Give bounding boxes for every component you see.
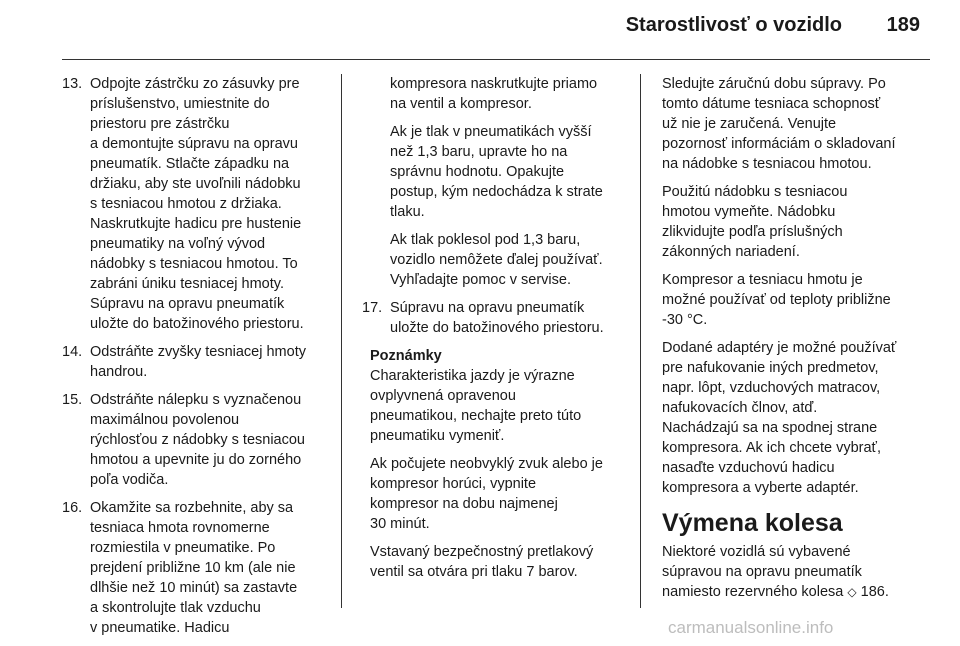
paragraph-line: pneumatiku vymeniť.: [370, 428, 505, 444]
header-rule: [62, 59, 930, 60]
paragraph-line: Súpravu na opravu pneumatík: [90, 296, 285, 312]
step-continuation: [362, 122, 632, 222]
paragraph-line: pneumatikou, nechajte preto túto: [370, 408, 582, 424]
paragraph-line: zabráni úniku tesniacej hmoty.: [90, 276, 284, 292]
step-item: [62, 390, 330, 490]
paragraph-line: zlikvidujte podľa príslušných: [662, 224, 843, 240]
step-item: [362, 298, 632, 338]
paragraph-line: správnu hodnotu. Opakujte: [390, 164, 565, 180]
step-text: [90, 390, 330, 490]
paragraph-line: kompresor horúci, vypnite: [370, 476, 537, 492]
note-paragraph: [370, 366, 632, 446]
section-title: Starostlivosť o vozidlo: [625, 14, 842, 36]
paragraph-line: ovplyvnená opravenou: [370, 388, 516, 404]
paragraph-line: Sledujte záručnú dobu súpravy. Po: [662, 76, 886, 92]
column-middle: [362, 74, 632, 590]
paragraph-line: uložte do batožinového priestoru.: [90, 316, 304, 332]
paragraph-line: kompresora naskrutkujte priamo: [390, 76, 598, 92]
step-number: 15.: [62, 392, 83, 408]
paragraph-line: napr. lôpt, vzduchových matracov,: [662, 380, 881, 396]
step-text: [90, 342, 330, 382]
section-heading: Výmena kolesa: [662, 509, 843, 537]
paragraph-line: namiesto rezervného kolesa: [662, 584, 844, 600]
paragraph-line: pozornosť informáciám o skladovaní: [662, 136, 896, 152]
paragraph-line: na nádobke s tesniacou hmotou.: [662, 156, 872, 172]
step-item: [62, 342, 330, 382]
step-item: [62, 74, 330, 334]
paragraph-line: Okamžite sa rozbehnite, aby sa: [90, 500, 294, 516]
paragraph-line: Odstráňte zvyšky tesniacej hmoty: [90, 344, 306, 360]
paragraph-line: Ak počujete neobvyklý zvuk alebo je: [370, 456, 603, 472]
paragraph-line: Použitú nádobku s tesniacou: [662, 184, 848, 200]
paragraph-line: nasaďte vzduchovú hadicu: [662, 460, 835, 476]
paragraph: [662, 338, 930, 498]
paragraph-line: v pneumatike. Hadicu: [90, 620, 230, 636]
step-number: 13.: [62, 76, 83, 92]
paragraph-line: Vyhľadajte pomoc v servise.: [390, 272, 571, 288]
paragraph-line: pneumatiky na voľný vývod: [90, 236, 266, 252]
watermark: carmanualsonline.info: [668, 618, 834, 637]
paragraph-line: a skontrolujte tlak vzduchu: [90, 600, 261, 616]
page-reference[interactable]: 186.: [860, 584, 889, 600]
paragraph-line: Vstavaný bezpečnostný pretlakový: [370, 544, 594, 560]
paragraph-line: hmotou a upevnite ju do zorného: [90, 452, 302, 468]
paragraph-line: Nachádzajú sa na spodnej strane: [662, 420, 878, 436]
paragraph-line: poľa vodiča.: [90, 472, 169, 488]
paragraph-line: už nie je zaručená. Venujte: [662, 116, 837, 132]
paragraph-line: uložte do batožinového priestoru.: [390, 320, 604, 336]
paragraph-line: zákonných nariadení.: [662, 244, 800, 260]
paragraph-line: rozmiestila v pneumatike. Po: [90, 540, 276, 556]
paragraph-line: a demontujte súpravu na opravu: [90, 136, 298, 152]
paragraph-line: vozidlo nemôžete ďalej používať.: [390, 252, 603, 268]
column-divider: [341, 74, 342, 608]
step-text: [90, 74, 330, 334]
column-right: [662, 74, 930, 610]
page-header: [0, 0, 960, 60]
paragraph-line: príslušenstvo, umiestnite do: [90, 96, 270, 112]
paragraph-line: rýchlosťou z nádobky s tesniacou: [90, 432, 306, 448]
paragraph-line: Dodané adaptéry je možné používať: [662, 340, 897, 356]
paragraph-line: Ak tlak poklesol pod 1,3 baru,: [390, 232, 581, 248]
step-item: [62, 498, 330, 638]
paragraph-line: Súpravu na opravu pneumatík: [390, 300, 585, 316]
step-number: 16.: [62, 500, 83, 516]
paragraph: [662, 182, 930, 262]
step-text: [390, 298, 632, 338]
note-paragraph: [370, 454, 632, 534]
paragraph: [662, 542, 930, 602]
paragraph-line: maximálnou povolenou: [90, 412, 240, 428]
paragraph-line: než 1,3 baru, upravte ho na: [390, 144, 568, 160]
paragraph-line: Naskrutkujte hadicu pre hustenie: [90, 216, 302, 232]
paragraph-line: Kompresor a tesniacu hmotu je: [662, 272, 863, 288]
page-number: 189: [886, 14, 920, 36]
paragraph-line: pre nafukovanie iných predmetov,: [662, 360, 879, 376]
paragraph-line: Odstráňte nálepku s vyznačenou: [90, 392, 302, 408]
paragraph: [662, 270, 930, 330]
paragraph-line: držiaku, aby ste uvoľnili nádobku: [90, 176, 301, 192]
paragraph-line: Ak je tlak v pneumatikách vyšší: [390, 124, 592, 140]
paragraph-line: kompresora. Ak ich chcete vybrať,: [662, 440, 882, 456]
paragraph-line: priestoru pre zástrčku: [90, 116, 230, 132]
step-number: 17.: [362, 300, 383, 316]
paragraph-line: pneumatík. Stlačte západku na: [90, 156, 290, 172]
paragraph-line: -30 °C.: [662, 312, 708, 328]
paragraph-line: nádobky s tesniacou hmotou. To: [90, 256, 298, 272]
paragraph-line: dlhšie než 10 minút) sa zastavte: [90, 580, 298, 596]
step-continuation: [362, 74, 632, 114]
paragraph-line: tlaku.: [390, 204, 425, 220]
paragraph-line: Charakteristika jazdy je výrazne: [370, 368, 575, 384]
paragraph-line: Niektoré vozidlá sú vybavené: [662, 544, 851, 560]
paragraph-line: na ventil a kompresor.: [390, 96, 532, 112]
note-paragraph: [370, 542, 632, 582]
column-divider: [640, 74, 641, 608]
paragraph-line: handrou.: [90, 364, 148, 380]
paragraph-line: súpravou na opravu pneumatík: [662, 564, 862, 580]
paragraph-line: s tesniacou hmotou z držiaka.: [90, 196, 282, 212]
paragraph-line: kompresor na dobu najmenej: [370, 496, 558, 512]
step-number: 14.: [62, 344, 83, 360]
step-continuation: [362, 230, 632, 290]
paragraph-line: kompresora a vyberte adaptér.: [662, 480, 859, 496]
note-title: Poznámky: [370, 348, 442, 364]
paragraph-line: možné používať od teploty približne: [662, 292, 891, 308]
paragraph-line: postup, kým nedochádza k strate: [390, 184, 603, 200]
page-reference-arrow-icon: ◇: [847, 585, 857, 599]
paragraph-line: 30 minút.: [370, 516, 430, 532]
paragraph: [662, 74, 930, 174]
note-block: [362, 346, 632, 582]
paragraph-line: ventil sa otvára pri tlaku 7 barov.: [370, 564, 578, 580]
paragraph-line: tomto dátume tesniaca schopnosť: [662, 96, 881, 112]
paragraph-line: hmotou vymeňte. Nádobku: [662, 204, 836, 220]
column-left: [62, 74, 330, 646]
paragraph-line: nafukovacích člnov, atď.: [662, 400, 818, 416]
step-text: [90, 498, 330, 638]
paragraph-line: tesniaca hmota rovnomerne: [90, 520, 270, 536]
paragraph-line: prejdení približne 10 km (ale nie: [90, 560, 296, 576]
paragraph-line: Odpojte zástrčku zo zásuvky pre: [90, 76, 300, 92]
